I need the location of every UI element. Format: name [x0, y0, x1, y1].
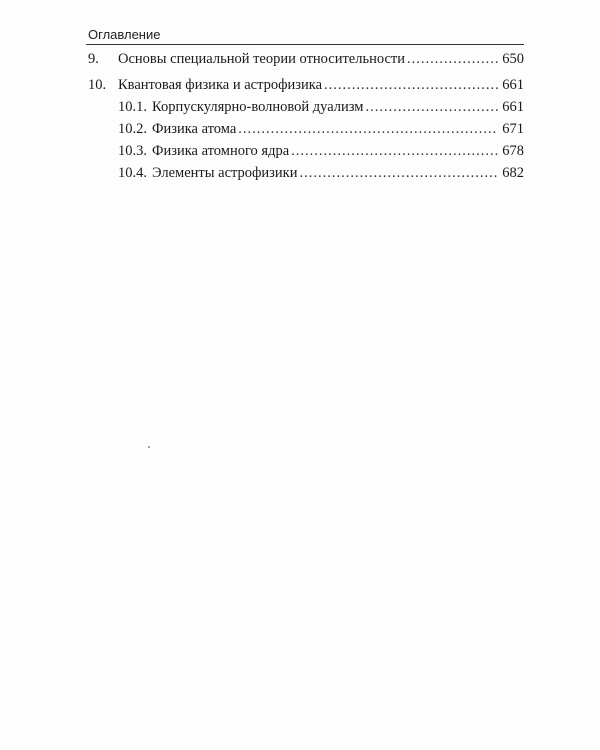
toc-leader-dots: [407, 48, 498, 70]
toc-leader-dots: [238, 118, 498, 140]
running-header: Оглавление: [88, 27, 161, 42]
toc-leader-dots: [299, 162, 498, 184]
scan-speck: [148, 446, 150, 448]
toc-entry-title: Физика атома: [152, 121, 237, 137]
toc-leader-dots: [291, 140, 498, 162]
toc-entry-10-4[interactable]: [88, 162, 524, 184]
toc-entry-title: Корпускулярно-волновой дуализм: [152, 99, 364, 115]
toc-entry-page: 682: [502, 165, 524, 181]
table-of-contents: [88, 48, 524, 184]
toc-entry-number: 9.: [88, 51, 99, 67]
toc-entry-page: 661: [502, 99, 524, 115]
toc-entry-number: 10.4.: [118, 165, 147, 181]
toc-entry-title: Элементы астрофизики: [152, 165, 298, 181]
toc-entry-page: 671: [502, 121, 524, 137]
toc-entry-number: 10.: [88, 77, 107, 93]
toc-entry-10-2[interactable]: [88, 118, 524, 140]
toc-entry-9[interactable]: [88, 48, 524, 70]
toc-entry-title: Физика атомного ядра: [152, 143, 290, 159]
toc-entry-10[interactable]: [88, 74, 524, 96]
toc-entry-title: Квантовая физика и астрофизика: [118, 77, 323, 93]
header-rule: [86, 44, 524, 45]
toc-leader-dots: [365, 96, 498, 118]
toc-entry-page: 678: [502, 143, 524, 159]
toc-entry-number: 10.1.: [118, 99, 147, 115]
toc-entry-number: 10.3.: [118, 143, 147, 159]
toc-entry-page: 650: [502, 51, 524, 67]
toc-entry-number: 10.2.: [118, 121, 147, 137]
toc-entry-10-3[interactable]: [88, 140, 524, 162]
toc-leader-dots: [324, 74, 498, 96]
toc-entry-title: Основы специальной теории относительности: [118, 51, 405, 67]
toc-entry-page: 661: [502, 77, 524, 93]
toc-entry-10-1[interactable]: [88, 96, 524, 118]
